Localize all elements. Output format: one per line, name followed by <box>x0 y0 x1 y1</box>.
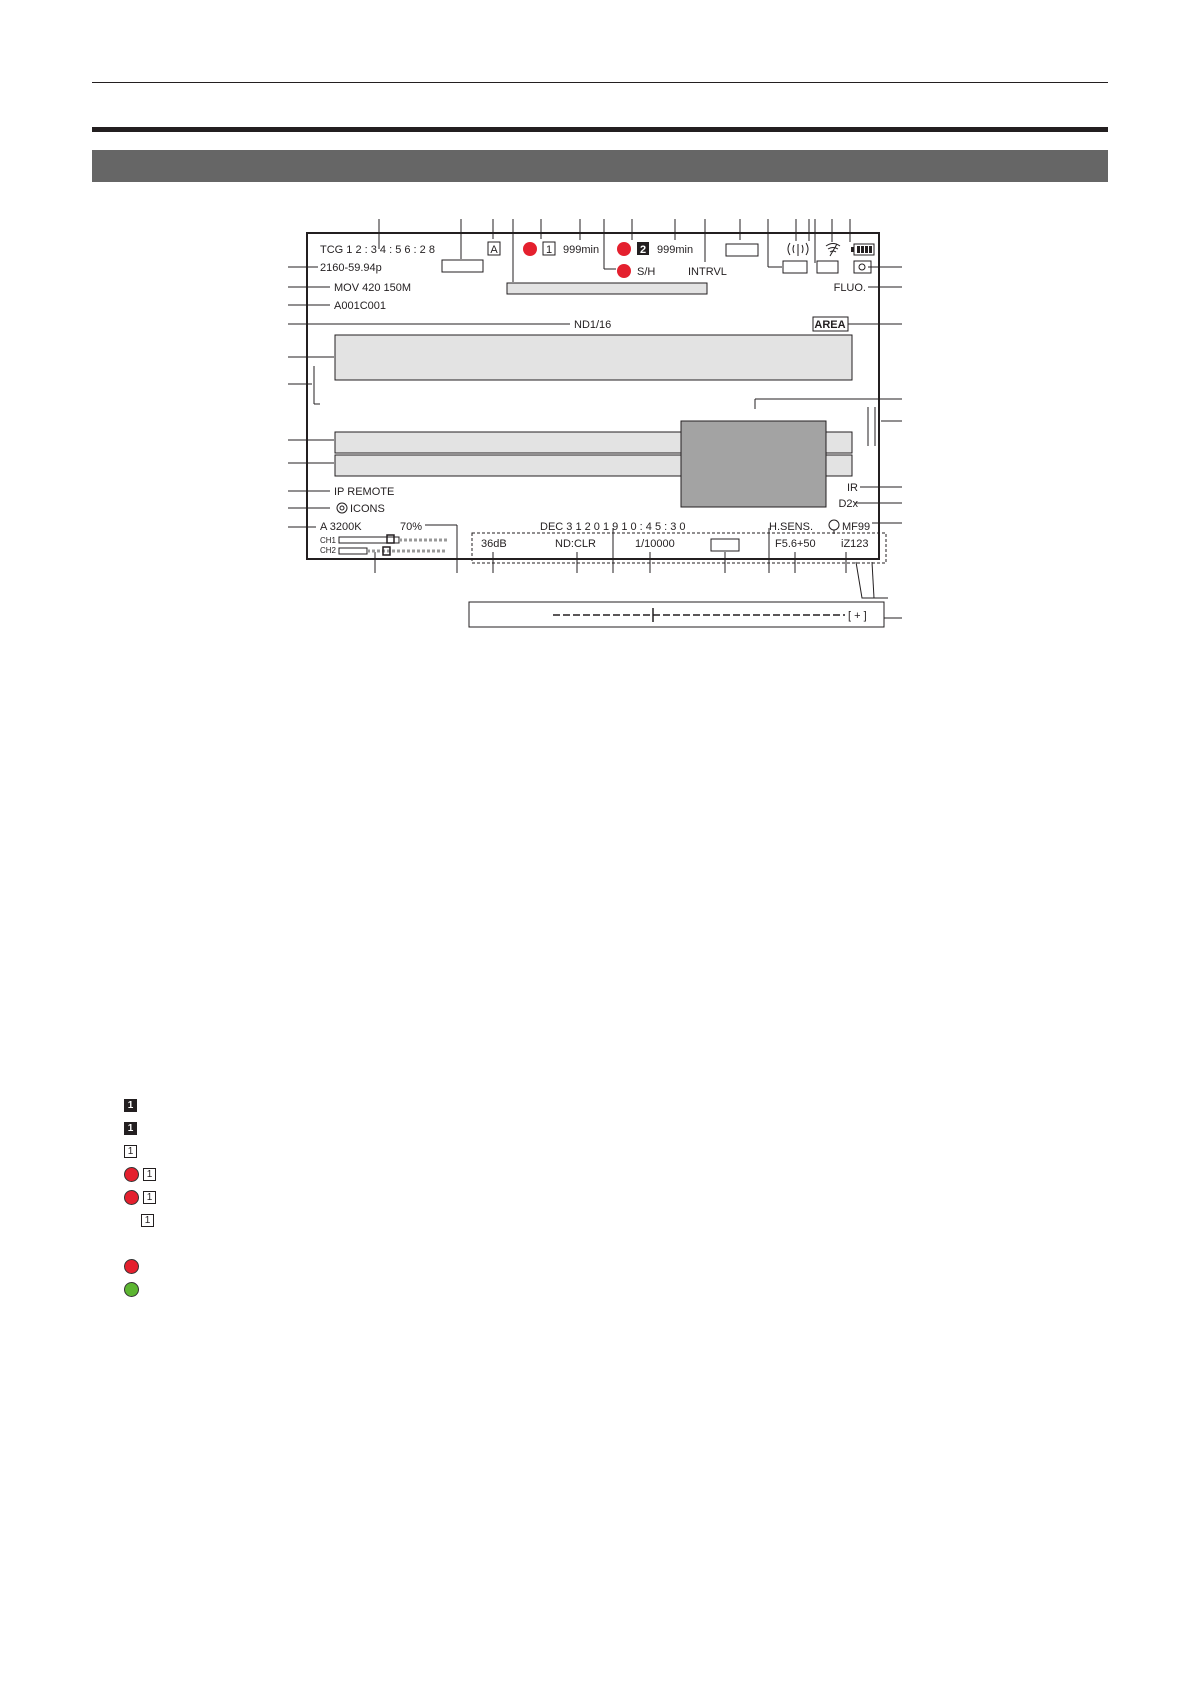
battery-icon <box>851 244 874 255</box>
level-percent: 70% <box>400 521 423 533</box>
white-balance: A 3200K <box>320 521 362 533</box>
nd-center: ND1/16 <box>574 319 612 331</box>
ch1-label: CH1 <box>320 536 337 545</box>
legend-row-3 <box>124 1141 137 1161</box>
auto-mark: A <box>490 244 498 256</box>
legend-row-6 <box>141 1210 154 1230</box>
system-frequency: 2160-59.94p <box>320 262 382 274</box>
audio-meter-ch1 <box>339 535 447 543</box>
clip-name: A001C001 <box>334 300 386 312</box>
legend-row-1 <box>124 1095 137 1115</box>
legend-row-5 <box>124 1187 156 1207</box>
gear-icon <box>337 503 347 513</box>
slot-outline-icon: 1 <box>141 1214 154 1227</box>
sh-label: S/H <box>637 266 656 278</box>
slot2-number: 2 <box>639 244 647 256</box>
fluo-label: FLUO. <box>833 282 866 294</box>
red-dot-icon <box>124 1259 139 1274</box>
gain: 36dB <box>481 538 507 550</box>
viewfinder-diagram <box>0 0 1191 700</box>
icons-label: ICONS <box>350 503 385 515</box>
zoom: iZ123 <box>841 538 869 550</box>
legend-row-2 <box>124 1118 137 1138</box>
slot2-remaining: 999min <box>657 244 694 256</box>
sh-rec-dot <box>617 264 631 278</box>
slot1-remaining: 999min <box>563 244 600 256</box>
slot-filled-icon: 1 <box>124 1122 137 1135</box>
nd-filter: ND:CLR <box>555 538 596 550</box>
slot-outline-icon: 1 <box>143 1168 156 1181</box>
d2x-label: D2x <box>838 498 858 510</box>
red-dot-icon <box>124 1190 139 1205</box>
timecode: TCG 1 2 : 3 4 : 5 6 : 2 8 <box>320 244 435 256</box>
ip-remote: IP REMOTE <box>334 486 395 498</box>
rec-dot-slot1 <box>523 242 537 256</box>
left-callout-lines <box>288 267 570 527</box>
wireless-icon <box>788 243 808 256</box>
focus-area-box <box>681 421 826 507</box>
rec-format: MOV 420 150M <box>334 282 412 294</box>
mf-label: MF99 <box>842 521 871 533</box>
legend-row-7 <box>124 1256 139 1276</box>
audio-meter-ch2 <box>339 547 447 555</box>
legend-row-4 <box>124 1164 156 1184</box>
message-area-1 <box>335 335 852 380</box>
slot1-number: 1 <box>545 244 553 256</box>
red-dot-icon <box>124 1167 139 1182</box>
interval-label: INTRVL <box>688 266 727 278</box>
network-icon <box>826 244 840 257</box>
ir-label: IR <box>847 482 858 494</box>
slot-filled-icon: 1 <box>124 1099 137 1112</box>
rec-dot-slot2 <box>617 242 631 256</box>
area-label: AREA <box>814 319 846 331</box>
hsens-label: H.SENS. <box>769 521 814 533</box>
status-bar-box <box>507 283 707 294</box>
slot-outline-icon: 1 <box>124 1145 137 1158</box>
ch2-label: CH2 <box>320 546 337 555</box>
iris: F5.6+50 <box>775 538 816 550</box>
slot-outline-icon: 1 <box>143 1191 156 1204</box>
top-callout-lines <box>379 219 850 282</box>
green-dot-icon <box>124 1282 139 1297</box>
legend-row-8 <box>124 1279 139 1299</box>
flower-icon <box>829 520 839 534</box>
focus-bar-suffix: [ + ] <box>848 610 867 622</box>
shutter: 1/10000 <box>635 538 675 550</box>
datetime: DEC 3 1 2 0 1 9 1 0 : 4 5 : 3 0 <box>540 521 686 533</box>
